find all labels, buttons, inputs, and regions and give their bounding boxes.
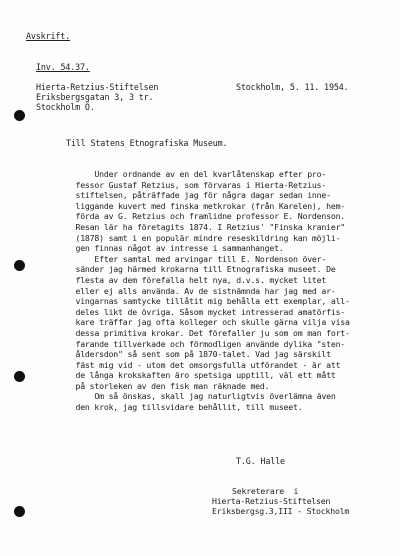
- body-line: dessa primitiva krokar. Det förefaller ju som om man fort-: [66, 327, 350, 338]
- inventory-number: Inv. 54.37.: [36, 62, 90, 72]
- body-line: Under ordnande av en del kvarlåtenskap efter pro-: [66, 169, 327, 179]
- body-line: flesta av dem förefalla helt nya, d.v.s. mycket litet: [66, 274, 327, 285]
- body-line: den krok, jag tillsvidare behållit, till museet.: [66, 402, 303, 413]
- punch-hole: [14, 260, 25, 271]
- signature-title: Sekreterare i: [232, 486, 299, 496]
- body-line: fäst mig vid - utom det omsorgsfulla utförandet - är att: [66, 359, 341, 370]
- body-line: på storleken av den fisk man räknade med.: [66, 380, 270, 391]
- body-line: sänder jag härmed krokarna till Etnografiska museet. De: [66, 264, 336, 275]
- body-line: Efter samtal med arvingar till E. Nordenson över-: [66, 253, 327, 264]
- body-line: gen finnas något av intresse i sammanhanget.: [66, 243, 284, 254]
- body-line: (1878) samt i en populär mindre reseskildring kan möjli-: [66, 232, 341, 243]
- body-line: åldersdon" så sent som på 1870-talet. Vad jag särskilt: [66, 349, 331, 360]
- signature-name: T.G. Halle: [236, 456, 285, 466]
- signature-org: Hierta-Retzius-Stiftelsen: [212, 496, 331, 507]
- body-line: Resan lär ha företagits 1874. I Retzius' "Finska kranier": [66, 221, 346, 232]
- avskrift-label: Avskrift.: [26, 31, 71, 41]
- body-line: fessor Gustaf Retzius, som förvaras i Hierta-Retzius-: [66, 179, 327, 190]
- signature-address: Eriksbergsg.3,III - Stockholm: [212, 506, 350, 517]
- punch-hole: [14, 110, 25, 121]
- sender-name: Hierta-Retzius-Stiftelsen: [36, 82, 159, 92]
- body-line: stiftelsen, påträffade jag för några dagar sedan inne-: [66, 190, 331, 201]
- body-line: de långa krokskaften äro spetsiga upptill, väl ett mått: [66, 370, 336, 381]
- body-line: kare träffar jag ofta kolleger och skulle gärna vilja visa: [66, 317, 350, 328]
- punch-hole: [14, 371, 25, 382]
- letter-date: Stockholm, 5. 11. 1954.: [236, 82, 349, 92]
- signature-block: [212, 486, 392, 517]
- body-line: förda av G. Retzius och framlidne professor E. Nordenson.: [66, 211, 346, 222]
- recipient-line: Till Statens Etnografiska Museum.: [66, 138, 228, 148]
- letter-body: [66, 169, 386, 413]
- sender-city: Stockholm Ö.: [36, 102, 95, 112]
- body-line: eller ej alls använda. Av de sistnämnda har jag med ar-: [66, 285, 336, 296]
- sender-street: Eriksbergsgatan 3, 3 tr.: [36, 92, 154, 102]
- body-line: Om så önskas, skall jag naturligtvis överlämna även: [66, 391, 336, 402]
- body-line: deles likt de övriga. Såsom mycket intresserad amatörfis-: [66, 306, 346, 317]
- body-line: liggande kuvert med finska metkrokar (från Karelen), hem-: [66, 200, 346, 211]
- body-line: farande tillverkade och förmodligen använde dylika "sten-: [66, 338, 346, 349]
- body-line: vingarnas samtycke tillåtit mig behålla ett exemplar, all-: [66, 296, 350, 307]
- punch-hole: [14, 506, 25, 517]
